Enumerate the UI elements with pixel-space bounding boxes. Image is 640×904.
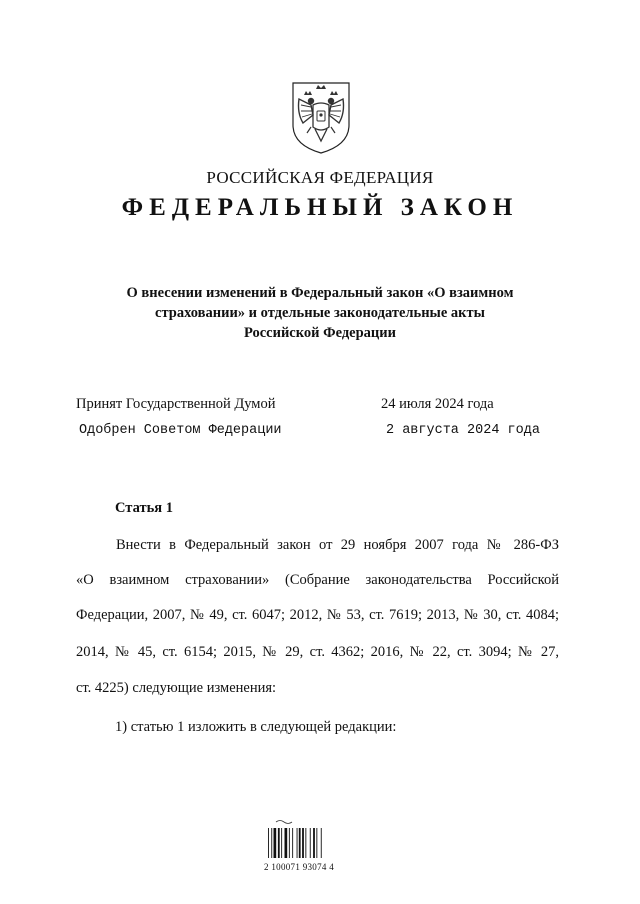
article-line: ст. 4225) следующие изменения: — [76, 680, 277, 696]
barcode-bar — [305, 828, 306, 858]
barcode-number: 2 100071 93074 4 — [264, 862, 335, 872]
barcode-bar — [271, 828, 272, 858]
barcode-bar — [268, 828, 269, 858]
barcode-bar — [313, 828, 315, 858]
barcode-bar — [285, 828, 288, 858]
council-approval-label: Одобрен Советом Федерации — [79, 423, 282, 438]
barcode-bar — [316, 828, 317, 858]
law-title-line: О внесении изменений в Федеральный закон «О взаимном — [126, 285, 514, 301]
barcode-bar — [321, 828, 322, 858]
law-title — [80, 283, 560, 343]
barcode-bar — [299, 828, 301, 858]
barcode-bar — [310, 828, 311, 858]
article-line: Федерации, 2007, № 49, ст. 6047; 2012, № 53, ст. 7619; 2013, № 30, ст. 4084; — [76, 607, 559, 623]
article-item: 1) статью 1 изложить в следующей редакции: — [115, 719, 397, 735]
russian-coat-of-arms-icon — [289, 77, 353, 155]
barcode-bar — [289, 828, 290, 858]
council-approval-date: 2 августа 2024 года — [386, 423, 540, 438]
article-line: 2014, № 45, ст. 6154; 2015, № 29, ст. 4362; 2016, № 22, ст. 3094; № 27, — [76, 644, 559, 660]
barcode-bar — [281, 828, 282, 858]
barcode-bar — [278, 828, 280, 858]
duma-adoption-label: Принят Государственной Думой — [76, 396, 276, 412]
document-type: ФЕДЕРАЛЬНЫЙ ЗАКОН — [121, 194, 519, 221]
article-heading: Статья 1 — [115, 500, 173, 516]
barcode-bar — [297, 828, 298, 858]
law-title-line: страховании» и отдельные законодательные акты — [155, 305, 485, 321]
barcode-icon — [266, 818, 346, 860]
article-line: Внести в Федеральный закон от 29 ноября 2007 года № 286-ФЗ — [116, 537, 559, 553]
barcode-bar — [292, 828, 293, 858]
country-name: РОССИЙСКАЯ ФЕДЕРАЦИЯ — [206, 168, 434, 187]
law-title-line: Российской Федерации — [243, 325, 396, 341]
barcode-bar — [302, 828, 304, 858]
duma-adoption-date: 24 июля 2024 года — [381, 396, 494, 412]
barcode-bar — [274, 828, 277, 858]
article-line: «О взаимном страховании» (Собрание законодательства Российской — [76, 572, 559, 588]
